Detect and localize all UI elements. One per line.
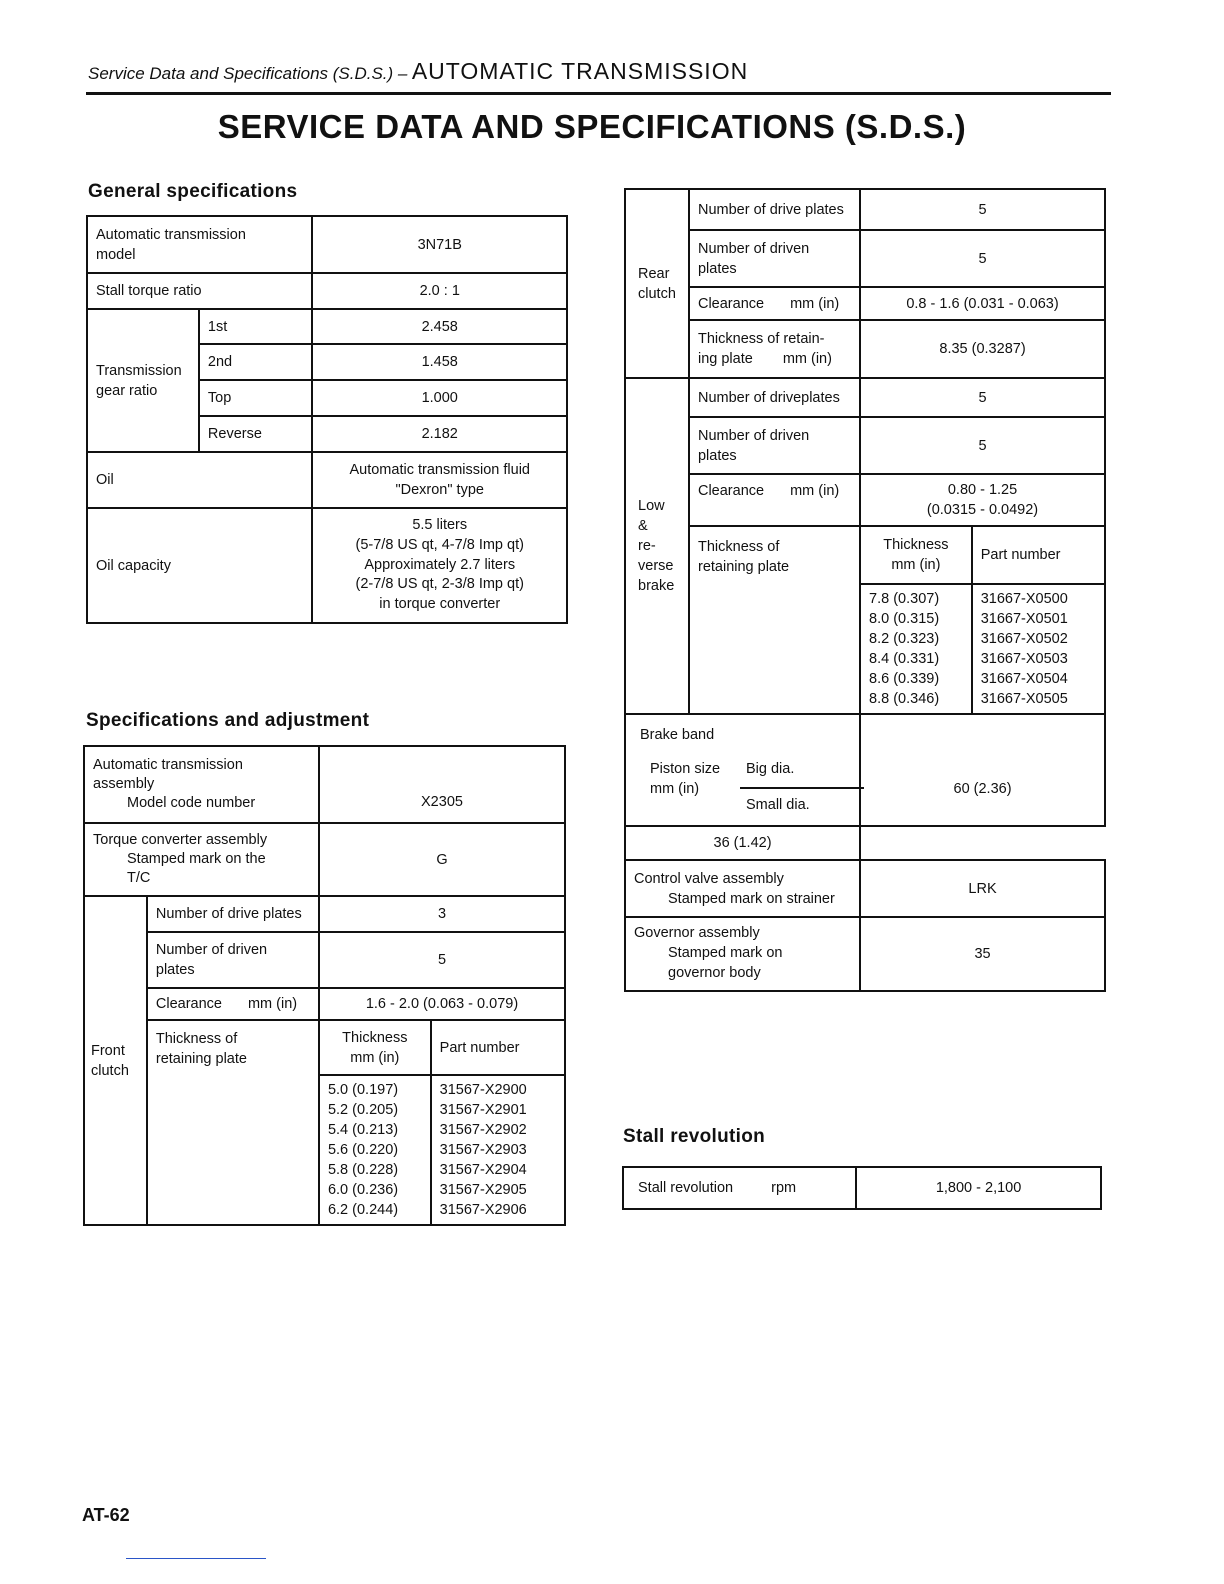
list-item: [320, 1100, 406, 1120]
table-row: Stall revolution rpm 1,800 - 2,100: [623, 1167, 1101, 1209]
table-row: Number of driven plates 5: [625, 230, 1105, 287]
part-number: 31667-X0501: [980, 611, 1068, 627]
part-number: 31667-X0500: [980, 591, 1068, 607]
part-number: 31667-X0502: [980, 631, 1068, 647]
list-item: [861, 629, 947, 649]
table-row: Brake band Piston size mm (in) Big dia. Small dia. 60 (2.36): [625, 714, 1105, 826]
table-row: Thickness of retaining plate Thickness mm (in) Part number: [625, 526, 1105, 584]
part-number: 31667-X0503: [980, 651, 1068, 667]
part-number: 31567-X2902: [439, 1122, 527, 1138]
thickness-value: 8.8 (0.346): [869, 691, 940, 707]
part-number: 31667-X0504: [980, 671, 1068, 687]
table-row: Front clutch Number of drive plates 3: [84, 896, 565, 932]
list-item: [973, 629, 1076, 649]
table-row: 2nd 1.458: [87, 344, 567, 380]
specifications-adjustment-table: [83, 745, 566, 1226]
list-item: [320, 1140, 406, 1160]
table-row: Stall torque ratio 2.0 : 1: [87, 273, 567, 309]
list-item: [320, 1120, 406, 1140]
thickness-value: 6.2 (0.244): [327, 1202, 399, 1218]
thickness-value: 7.8 (0.307): [869, 591, 940, 607]
thickness-value: 8.4 (0.331): [869, 651, 940, 667]
table-row: Thickness of retaining plate Thickness mm (in) Part number: [84, 1020, 565, 1075]
table-row: Control valve assembly Stamped mark on strainer LRK: [625, 860, 1105, 917]
list-item: [432, 1080, 535, 1100]
thickness-value: 5.6 (0.220): [327, 1142, 399, 1158]
table-row: Number of driven plates 5: [625, 417, 1105, 474]
part-number: 31567-X2903: [439, 1142, 527, 1158]
list-item: [861, 669, 947, 689]
list-item: [973, 609, 1076, 629]
table-row: Number of driven plates 5: [84, 932, 565, 988]
page-number: AT-62: [82, 1505, 130, 1525]
part-number: 31567-X2900: [439, 1082, 527, 1098]
header-section-italic: Service Data and Specifications (S.D.S.) –: [88, 64, 408, 83]
clutch-brake-table: [624, 188, 1106, 992]
low-thickness-list: [861, 589, 947, 709]
list-item: [320, 1200, 406, 1220]
list-item: [320, 1180, 406, 1200]
stall-revolution-heading: Stall revolution: [623, 1126, 766, 1147]
thickness-value: 5.2 (0.205): [327, 1102, 399, 1118]
list-item: [432, 1180, 535, 1200]
table-row: Torque converter assembly Stamped mark on the T/C G: [84, 823, 565, 896]
list-item: [973, 649, 1076, 669]
page-title: SERVICE DATA AND SPECIFICATIONS (S.D.S.): [217, 108, 967, 145]
table-row: Transmission gear ratio 1st 2.458: [87, 309, 567, 344]
list-item: [432, 1140, 535, 1160]
thickness-value: 8.2 (0.323): [869, 631, 940, 647]
part-number: 31667-X0505: [980, 691, 1068, 707]
running-header: [88, 58, 748, 85]
thickness-value: 8.0 (0.315): [869, 611, 940, 627]
list-item: [861, 589, 947, 609]
table-row: Top 1.000: [87, 380, 567, 416]
general-specifications-table: [86, 215, 568, 624]
table-row: Clearance mm (in) 1.6 - 2.0 (0.063 - 0.079): [84, 988, 565, 1020]
table-row: Clearance mm (in) 0.80 - 1.25 (0.0315 - 0.0492): [625, 474, 1105, 526]
low-part-list: [973, 589, 1076, 709]
table-row: Automatic transmission model 3N71B: [87, 216, 567, 273]
list-item: [432, 1100, 535, 1120]
list-item: [432, 1160, 535, 1180]
part-number: 31567-X2906: [439, 1202, 527, 1218]
list-item: [861, 689, 947, 709]
table-row: Governor assembly Stamped mark on governor body 35: [625, 917, 1105, 991]
thickness-value: 5.8 (0.228): [327, 1162, 399, 1178]
table-row: Clearance mm (in) 0.8 - 1.6 (0.031 - 0.063): [625, 287, 1105, 320]
thickness-value: 6.0 (0.236): [327, 1182, 399, 1198]
footer-link-line: [126, 1558, 266, 1559]
table-row: Automatic transmission assembly Model code number X2305: [84, 746, 565, 823]
thickness-value: 8.6 (0.339): [869, 671, 940, 687]
list-item: [861, 649, 947, 669]
part-number: 31567-X2905: [439, 1182, 527, 1198]
front-thickness-list: [320, 1080, 406, 1220]
part-number: 31567-X2904: [439, 1162, 527, 1178]
table-row: Reverse 2.182: [87, 416, 567, 452]
list-item: [432, 1200, 535, 1220]
thickness-value: 5.4 (0.213): [327, 1122, 399, 1138]
list-item: [973, 689, 1076, 709]
part-number: 31567-X2901: [439, 1102, 527, 1118]
list-item: [432, 1120, 535, 1140]
front-part-list: [432, 1080, 535, 1220]
table-row: Rear clutch Number of drive plates 5: [625, 189, 1105, 230]
thickness-value: 5.0 (0.197): [327, 1082, 399, 1098]
table-row: Oil Automatic transmission fluid "Dexron" type: [87, 452, 567, 508]
table-row: Low & re- verse brake Number of driveplates 5: [625, 378, 1105, 417]
list-item: [973, 589, 1076, 609]
list-item: [973, 669, 1076, 689]
header-rule: [86, 92, 1111, 95]
list-item: [861, 609, 947, 629]
list-item: [320, 1160, 406, 1180]
table-row: Thickness of retain- ing plate mm (in) 8.35 (0.3287): [625, 320, 1105, 378]
table-row: Oil capacity 5.5 liters (5-7/8 US qt, 4-7/8 Imp qt) Approximately 2.7 liters (2-7/8 US qt, 2-3/8 Imp qt) in torque converter: [87, 508, 567, 623]
list-item: [320, 1080, 406, 1100]
table-row: 36 (1.42): [625, 826, 1105, 860]
header-section-title: AUTOMATIC TRANSMISSION: [411, 58, 749, 84]
specifications-adjustment-heading: Specifications and adjustment: [86, 710, 370, 731]
general-specifications-heading: General specifications: [88, 181, 298, 202]
stall-revolution-table: [622, 1166, 1102, 1210]
